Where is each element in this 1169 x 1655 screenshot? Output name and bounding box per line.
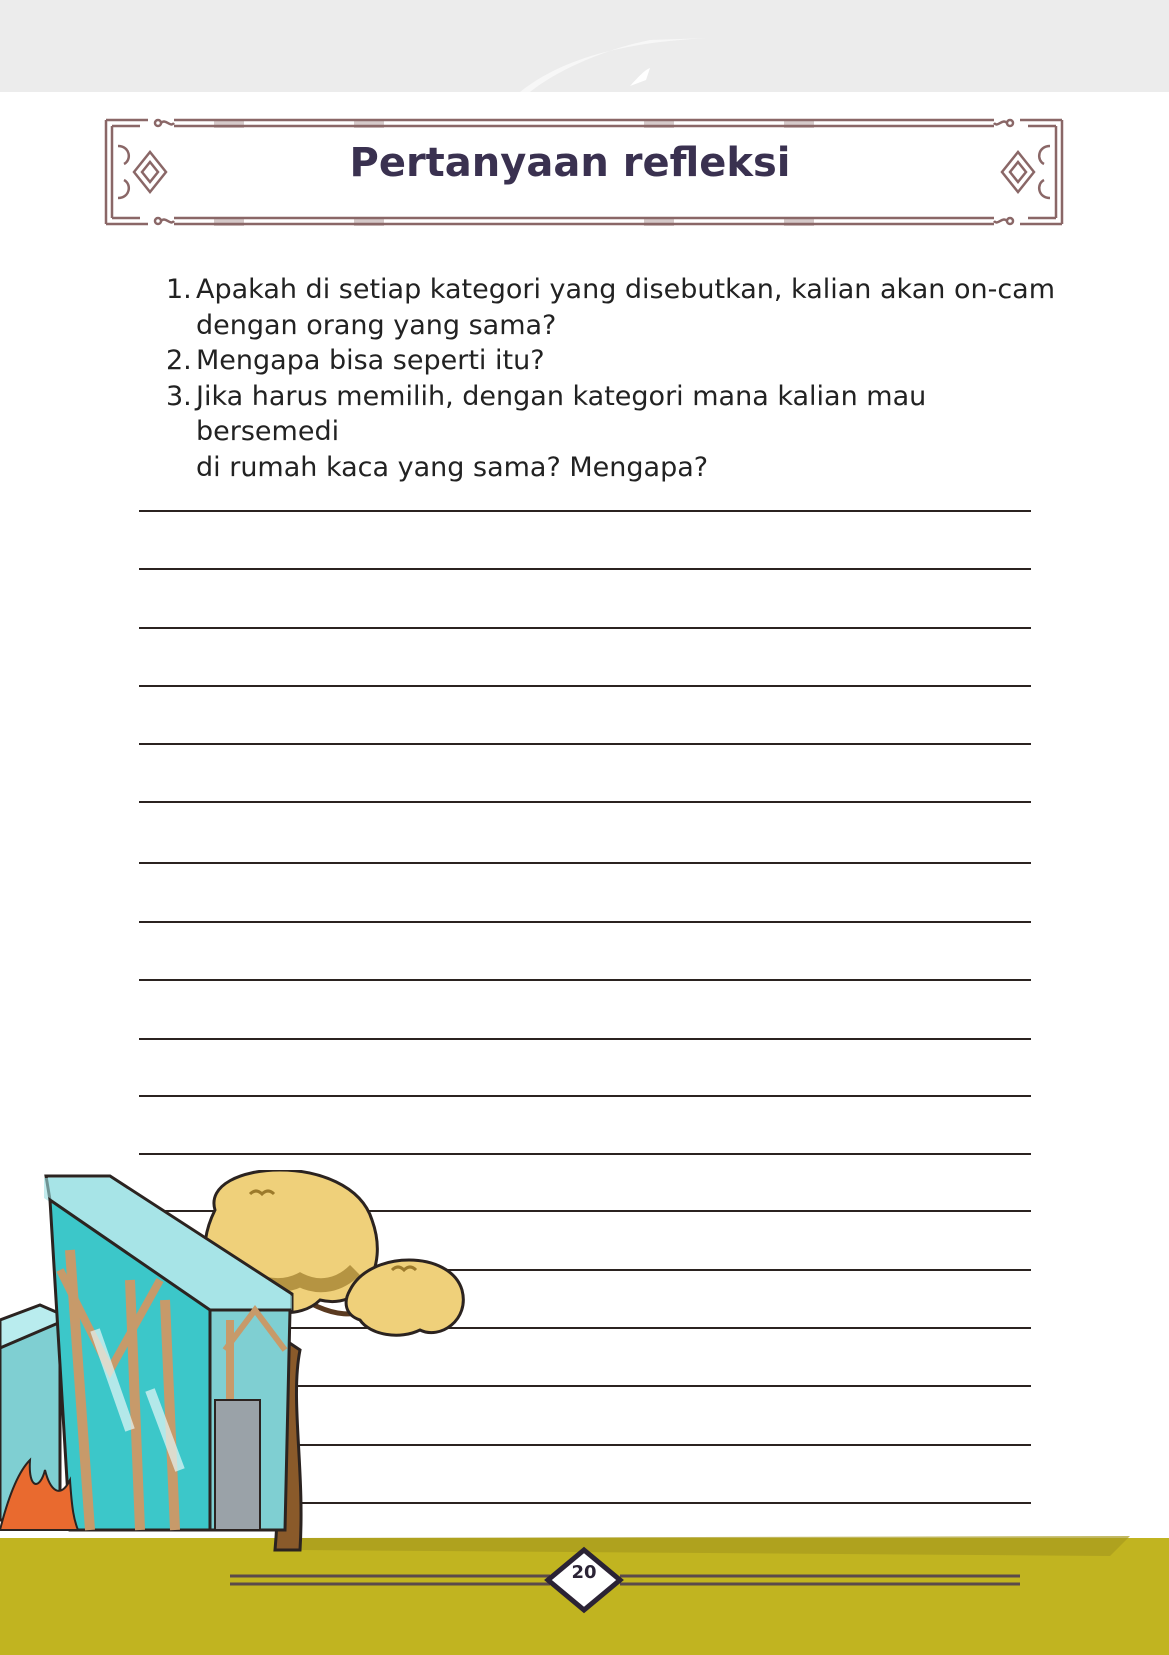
answer-line[interactable] (139, 1038, 1031, 1040)
page-number: 20 (571, 1562, 597, 1583)
answer-line[interactable] (139, 979, 1031, 981)
question-text: Mengapa bisa seperti itu? (196, 345, 545, 376)
question-text: di rumah kaca yang sama? Mengapa? (196, 451, 709, 483)
answer-line[interactable] (139, 568, 1031, 570)
question-text: Jika harus memilih, dengan kategori mana kalian mau bersemedi (196, 380, 927, 447)
page-title: Pertanyaan refleksi (349, 140, 791, 186)
answer-line[interactable] (139, 743, 1031, 745)
question-text: dengan orang yang sama? (196, 309, 557, 341)
greenhouse-illustration (0, 1170, 480, 1590)
question-number: 1. (166, 274, 192, 305)
answer-line[interactable] (139, 862, 1031, 864)
answer-line[interactable] (139, 627, 1031, 629)
question-text: Apakah di setiap kategori yang disebutkan, kalian akan on-cam (196, 274, 1056, 305)
answer-line[interactable] (139, 1095, 1031, 1097)
question-number: 3. (166, 380, 192, 412)
answer-line[interactable] (139, 510, 1031, 512)
answer-line[interactable] (139, 921, 1031, 923)
answer-line[interactable] (139, 1153, 1031, 1155)
question-number: 2. (166, 345, 192, 376)
answer-line[interactable] (139, 801, 1031, 803)
answer-line[interactable] (139, 685, 1031, 687)
